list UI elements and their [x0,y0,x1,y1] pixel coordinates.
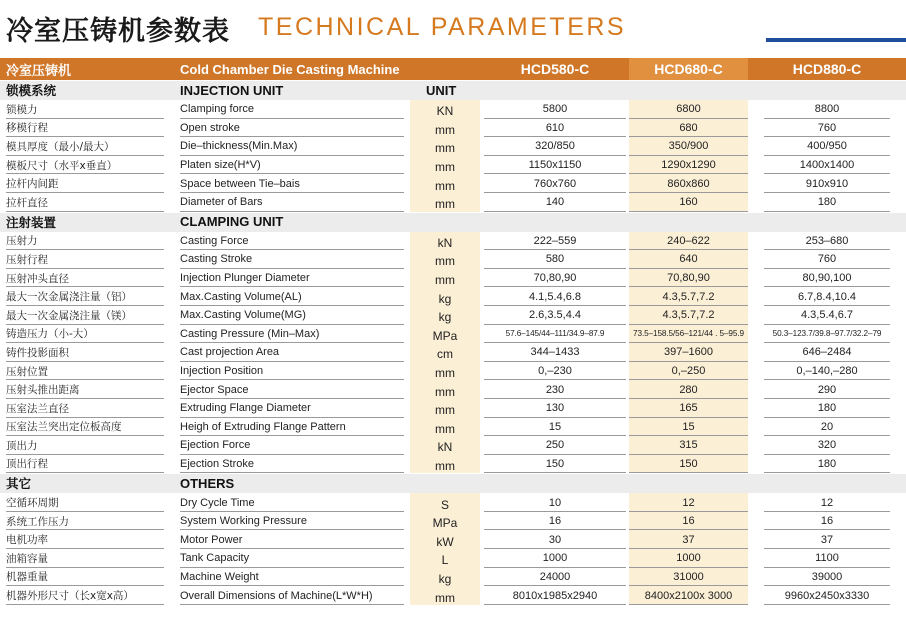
param-name-en: Diameter of Bars [180,196,263,209]
param-name-en: Overall Dimensions of Machine(L*W*H) [180,589,373,602]
table-row [0,193,906,212]
param-unit: MPa [432,516,458,531]
value-hcd580: 150 [545,457,565,470]
param-unit: kg [438,571,452,586]
value-hcd880: 760 [817,253,837,266]
param-name-cn: 锁模力 [6,103,38,116]
param-name-en: Heigh of Extruding Flange Pattern [180,420,346,433]
param-unit: L [441,553,449,568]
page-title-cn: 冷室压铸机参数表 [6,16,230,47]
value-hcd880: 320 [817,439,837,452]
param-unit: kg [438,310,452,325]
value-hcd680: 16 [682,515,695,528]
param-unit: mm [435,122,455,137]
section-title-en: OTHERS [180,475,235,491]
value-hcd580: 30 [548,533,562,546]
value-hcd880: 290 [817,383,837,396]
param-name-en: Dry Cycle Time [180,496,255,509]
table-row [0,325,906,344]
value-hcd680: 350/900 [668,140,709,153]
table-row [0,530,906,549]
value-hcd680: 4.3,5.7,7.2 [662,290,715,303]
value-hcd680: 31000 [673,570,704,583]
param-name-cn: 压射头推出距离 [6,384,80,397]
value-hcd680: 0,–250 [671,365,706,378]
value-hcd580: 16 [548,515,562,528]
table-row [0,399,906,418]
value-hcd680: 73.5–158.5/56–121/44 . 5–95.9 [633,329,744,339]
value-hcd580: 2.6,3.5,4.4 [529,309,581,322]
param-name-en: Die–thickness(Min.Max) [180,140,298,153]
param-name-cn: 最大一次金属浇注量（镁） [6,309,132,322]
value-hcd580: 10 [548,496,562,509]
param-name-cn: 拉杆内间距 [6,178,59,191]
param-unit: MPa [432,328,458,343]
param-unit: mm [435,590,455,605]
value-hcd680: 150 [679,457,698,470]
value-hcd680: 8400x2100x 3000 [644,589,733,602]
table-header-en: Cold Chamber Die Casting Machine [180,61,400,77]
value-hcd880: 400/950 [807,140,847,153]
param-name-cn: 铸件投影面积 [6,346,69,359]
param-name-en: Open stroke [180,121,240,134]
param-name-cn: 机器重量 [6,571,48,584]
param-name-en: Machine Weight [180,570,259,583]
param-unit: mm [435,366,455,381]
value-hcd680: 1000 [676,552,701,565]
param-name-en: Max.Casting Volume(MG) [180,309,306,322]
value-hcd880: 20 [820,420,834,433]
value-hcd880: 760 [817,121,837,134]
value-hcd880: 39000 [811,570,843,583]
table-header-cn: 冷室压铸机 [6,63,72,79]
value-hcd680: 1290x1290 [661,159,716,172]
section-title-cn: 其它 [6,476,32,492]
value-hcd580: 760x760 [533,177,577,190]
param-unit: mm [435,141,455,156]
param-name-cn: 油箱容量 [6,552,48,565]
value-hcd580: 610 [545,121,565,134]
value-hcd580: 130 [545,402,565,415]
value-hcd880: 16 [820,515,834,528]
param-name-en: Motor Power [180,533,243,546]
model-header-hcd880: HCD880-C [792,61,862,77]
value-hcd580: 222–559 [533,234,577,247]
param-name-cn: 拉杆直径 [6,196,48,209]
param-name-cn: 电机功率 [6,534,48,547]
value-hcd880: 9960x2450x3330 [784,589,870,602]
value-hcd580: 5800 [542,103,568,116]
table-row [0,137,906,156]
row-divider [629,604,748,605]
table-row [0,306,906,325]
value-hcd880: 180 [817,196,837,209]
value-hcd580: 580 [545,253,565,266]
table-row [0,493,906,512]
model-header-hcd680: HCD680-C [654,61,723,77]
row-divider [484,604,626,605]
value-hcd680: 280 [679,383,698,396]
value-hcd680: 640 [679,253,698,266]
param-unit: mm [435,197,455,212]
value-hcd580: 57.6–145/44–111/34.9–87.9 [505,329,605,339]
value-hcd680: 397–1600 [664,346,713,359]
param-name-en: Ejection Force [180,439,251,452]
value-hcd580: 0,–230 [538,365,572,378]
value-hcd880: 8800 [814,103,840,116]
table-row [0,232,906,251]
table-row [0,343,906,362]
value-hcd580: 15 [548,420,562,433]
table-row [0,287,906,306]
value-hcd580: 1150x1150 [528,159,582,172]
page-header [0,0,906,54]
param-unit: mm [435,384,455,399]
section-title-en: CLAMPING UNIT [180,214,284,230]
value-hcd880: 646–2484 [802,346,852,359]
row-divider [6,604,164,605]
value-hcd580: 344–1433 [530,346,580,359]
table-row [0,362,906,381]
param-name-en: Tank Capacity [180,552,250,565]
value-hcd880: 1400x1400 [799,159,855,172]
value-hcd680: 70,80,90 [667,272,710,285]
unit-column-label: UNIT [426,82,457,98]
param-name-en: Platen size(H*V) [180,159,261,172]
section-header-row [0,212,906,232]
row-divider [764,604,890,605]
param-name-cn: 压室法兰突出定位板高度 [6,421,122,434]
value-hcd880: 910x910 [805,177,849,190]
page-title-en: TECHNICAL PARAMETERS [258,13,627,41]
param-name-en: Casting Force [180,234,249,247]
param-name-cn: 压射行程 [6,253,48,266]
spec-table [0,58,906,605]
value-hcd680: 160 [679,196,698,209]
value-hcd680: 240–622 [667,234,710,247]
table-row [0,100,906,119]
param-unit: mm [435,178,455,193]
value-hcd580: 8010x1985x2940 [512,589,598,602]
param-name-cn: 机器外形尺寸（长x宽x高） [6,590,134,603]
value-hcd880: 50.3–123.7/39.8–97.7/32.2–79 [772,329,882,339]
value-hcd580: 250 [545,439,565,452]
param-name-en: Ejection Stroke [180,457,254,470]
table-row [0,380,906,399]
table-row [0,512,906,531]
param-name-cn: 顶出力 [6,439,38,452]
param-name-cn: 系统工作压力 [6,515,69,528]
value-hcd580: 24000 [539,570,571,583]
param-unit: S [440,497,449,512]
param-name-en: Casting Pressure (Min–Max) [180,327,320,340]
param-unit: mm [435,421,455,436]
table-row [0,436,906,455]
table-row [0,250,906,269]
value-hcd680: 860x860 [667,177,710,190]
param-name-en: Clamping force [180,103,254,116]
table-row [0,455,906,474]
value-hcd880: 12 [820,496,834,509]
param-name-cn: 模板尺寸（水平x垂直） [6,159,118,172]
param-name-cn: 压射位置 [6,365,48,378]
value-hcd880: 6.7,8.4,10.4 [797,290,857,303]
value-hcd680: 12 [682,496,695,509]
param-unit: kW [436,534,454,549]
value-hcd880: 37 [820,533,834,546]
value-hcd680: 165 [679,402,698,415]
param-name-en: Extruding Flange Diameter [180,402,311,415]
table-row [0,174,906,193]
model-header-hcd580: HCD580-C [520,61,590,77]
table-row [0,549,906,568]
param-name-cn: 压室法兰直径 [6,402,69,415]
value-hcd880: 4.3,5.4,6.7 [801,309,853,322]
section-title-cn: 注射装置 [6,214,57,230]
value-hcd580: 1000 [542,552,568,565]
row-divider [180,604,404,605]
param-name-cn: 模具厚度（最小/最大） [6,140,115,153]
value-hcd680: 680 [679,121,698,134]
param-name-en: Injection Position [180,365,264,378]
param-unit: KN [436,104,454,119]
section-header-row [0,80,906,100]
param-unit: cm [437,347,453,362]
value-hcd680: 37 [682,533,695,546]
param-unit: mm [435,403,455,418]
param-name-cn: 移模行程 [6,122,48,135]
value-hcd580: 70,80,90 [533,272,577,285]
value-hcd880: 253–680 [805,234,849,247]
table-row [0,156,906,175]
param-name-cn: 压射冲头直径 [6,272,69,285]
param-unit: kN [437,440,453,455]
table-header-row [0,58,906,80]
section-title-en: INJECTION UNIT [180,82,284,98]
param-name-en: Casting Stroke [180,253,253,266]
value-hcd880: 180 [817,457,837,470]
param-unit: kg [438,291,452,306]
param-name-cn: 铸造压力（小-大） [6,328,94,341]
value-hcd580: 320/850 [535,140,575,153]
value-hcd580: 230 [545,383,565,396]
value-hcd680: 6800 [676,103,701,116]
param-name-en: Injection Plunger Diameter [180,272,310,285]
param-unit: mm [435,458,455,473]
param-name-cn: 压射力 [6,235,38,248]
section-title-cn: 锁模系统 [6,83,57,98]
value-hcd680: 15 [682,420,695,433]
param-unit: kN [437,235,453,250]
value-hcd880: 80,90,100 [802,272,852,285]
param-name-cn: 最大一次金属浇注量（铝） [6,291,132,304]
param-unit: mm [435,160,455,175]
table-row [0,119,906,138]
title-accent-rule [766,38,906,42]
table-row [0,418,906,437]
param-name-cn: 空循环周期 [6,497,59,510]
value-hcd580: 4.1,5.4,6.8 [529,290,581,303]
param-unit: mm [435,254,455,269]
param-name-en: Max.Casting Volume(AL) [180,290,302,303]
section-header-row [0,473,906,493]
value-hcd680: 4.3,5.7,7.2 [662,309,715,322]
value-hcd880: 0,–140,–280 [796,365,858,378]
value-hcd880: 1100 [815,552,839,565]
value-hcd680: 315 [679,439,698,452]
param-name-cn: 顶出行程 [6,458,48,471]
param-name-en: Cast projection Area [180,346,280,359]
value-hcd580: 140 [545,196,565,209]
value-hcd880: 180 [817,402,837,415]
table-row [0,568,906,587]
table-row [0,586,906,605]
table-row [0,269,906,288]
param-unit: mm [435,273,455,288]
param-name-en: Space between Tie–bais [180,177,300,190]
param-name-en: System Working Pressure [180,515,307,528]
param-name-en: Ejector Space [180,383,249,396]
